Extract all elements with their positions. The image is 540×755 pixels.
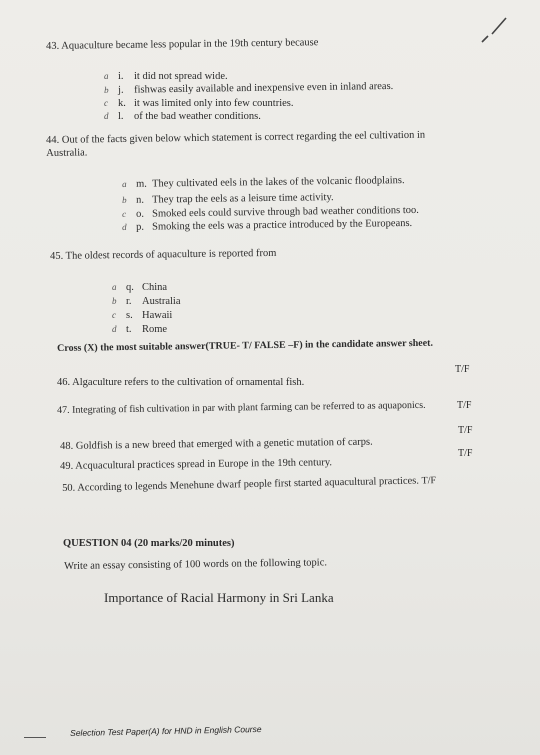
option-text: Australia (142, 296, 181, 307)
pen-mark-icon (478, 14, 512, 46)
handwritten-letter: b (104, 84, 109, 95)
true-false-instruction: Cross (X) the most suitable answer(TRUE- T/ FALSE –F) in the candidate answer sheet. (57, 337, 434, 354)
option-text: Smoking the eels was a practice introduced by the Europeans. (152, 217, 413, 233)
tf-item-46: 46. Algaculture refers to the cultivation of ornamental fish. (57, 377, 305, 388)
tf-item-49: 49. Acquacultural practices spread in Europe in the 19th century. (60, 457, 333, 472)
tf-marker-47: T/F (457, 400, 472, 411)
handwritten-letter: d (104, 111, 109, 121)
handwritten-letter: d (122, 221, 127, 232)
question-04-instruction: Write an essay consisting of 100 words on the following topic. (64, 557, 328, 572)
option-number: s. (126, 310, 133, 321)
option-text: of the bad weather conditions. (134, 111, 261, 122)
option-text: it did not spread wide. (134, 71, 228, 82)
option-text: it was limited only into few countries. (134, 98, 294, 109)
option-text: They trap the eels as a leisure time activity. (152, 192, 334, 206)
q43-option-3 (104, 97, 294, 110)
tf-item-47: 47. Integrating of fish cultivation in par with plant farming can be referred to as aquaponics. (57, 399, 426, 416)
q45-option-4 (112, 323, 167, 336)
handwritten-letter: b (122, 194, 127, 205)
handwritten-letter: a (112, 282, 117, 292)
option-number: j. (118, 84, 124, 96)
handwritten-letter: d (112, 324, 117, 334)
question-43: 43. Aquaculture became less popular in the 19th century because (46, 37, 319, 52)
handwritten-letter: b (112, 296, 117, 306)
option-number: k. (118, 98, 126, 109)
footer-text: Selection Test Paper(A) for HND in English Course (70, 723, 262, 738)
question-04-heading: QUESTION 04 (20 marks/20 minutes) (63, 538, 235, 549)
handwritten-letter: a (122, 178, 127, 189)
option-number: o. (136, 208, 145, 220)
tf-item-50 (62, 474, 436, 495)
question-44-line-2: Australia. (46, 147, 88, 159)
option-number: l. (118, 111, 124, 122)
q43-option-2 (104, 80, 393, 97)
option-text: Smoked eels could survive through bad weather conditions too. (152, 204, 419, 220)
option-number: m. (136, 178, 147, 190)
q45-option-3 (112, 309, 172, 322)
handwritten-letter: c (112, 310, 116, 320)
option-number: n. (136, 194, 145, 206)
option-text: fishwas easily available and inexpensive even in inland areas. (134, 80, 394, 96)
tf-marker-48: T/F (458, 425, 473, 436)
handwritten-letter: c (104, 98, 108, 108)
tf-item-48: 48. Goldfish is a new breed that emerged with a genetic mutation of carps. (60, 436, 373, 452)
handwritten-letter: a (104, 71, 109, 81)
essay-topic: Importance of Racial Harmony in Sri Lanka (104, 590, 334, 605)
q43-option-1 (104, 70, 228, 83)
question-44 (46, 127, 516, 160)
question-45: 45. The oldest records of aquaculture is reported from (50, 247, 277, 262)
option-number: p. (136, 221, 145, 233)
q45-option-2 (112, 295, 181, 308)
question-44-line-1: 44. Out of the facts given below which statement is correct regarding the eel cultivation in (46, 129, 426, 146)
tf-item-50-text: 50. According to legends Menehune dwarf people first started aquacultural practices. (62, 475, 420, 494)
q43-option-4 (104, 110, 261, 123)
option-text: Rome (142, 324, 168, 335)
footer-dash (24, 737, 46, 738)
option-text: China (142, 282, 168, 293)
option-number: q. (126, 282, 134, 293)
option-text: They cultivated eels in the lakes of the volcanic floodplains. (152, 175, 405, 190)
option-number: t. (126, 324, 132, 335)
option-text: Hawaii (142, 310, 173, 321)
q44-option-1 (122, 174, 405, 191)
option-number: i. (118, 71, 124, 82)
q45-option-1 (112, 281, 167, 294)
handwritten-letter: c (122, 208, 127, 219)
tf-marker-46: T/F (455, 364, 470, 375)
option-number: r. (126, 296, 132, 307)
q44-option-4 (122, 217, 412, 234)
tf-marker-49: T/F (458, 448, 473, 459)
tf-marker-50: T/F (421, 475, 437, 487)
